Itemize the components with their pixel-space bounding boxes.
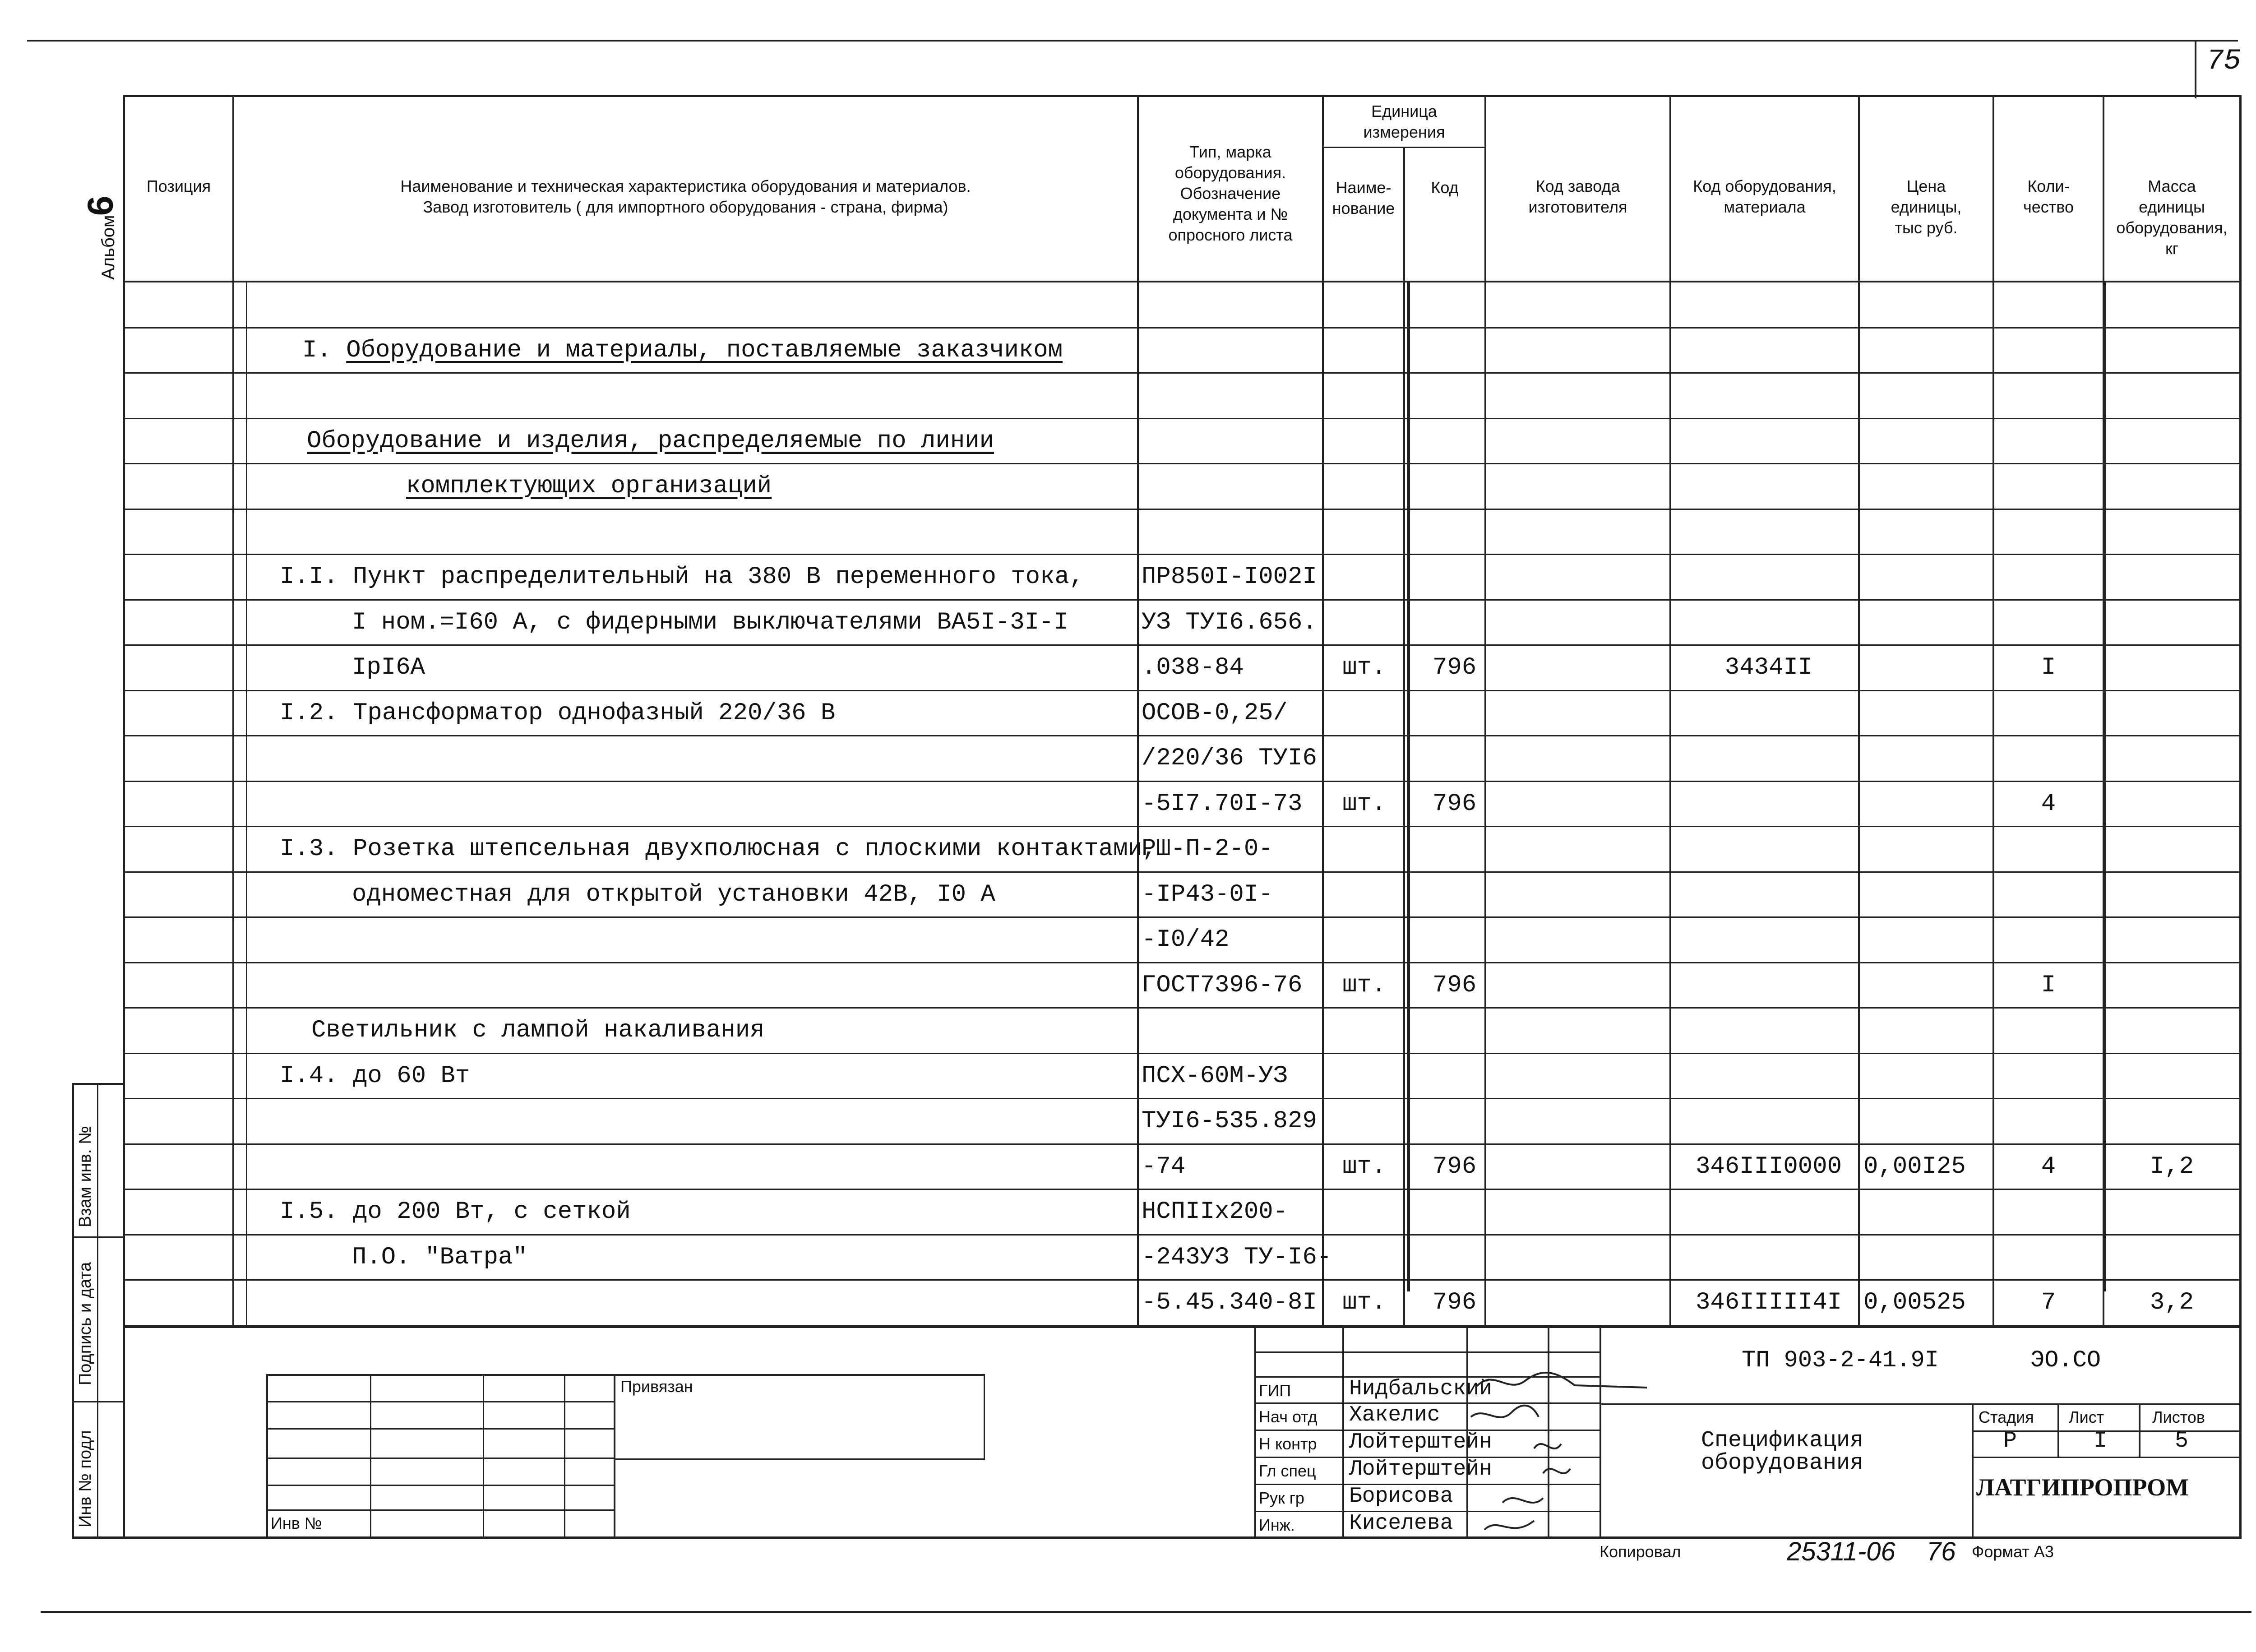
stage-label: Стадия <box>1979 1408 2034 1426</box>
stamp-name: Борисова <box>1349 1484 1453 1509</box>
row-name: I.3. Розетка штепсельная двухполюсная с плоскими контактами, <box>280 835 1157 863</box>
stamp-role: Гл спец <box>1259 1462 1316 1480</box>
stamp-name: Хакелис <box>1349 1403 1440 1427</box>
stamp-role: Нач отд <box>1259 1407 1318 1426</box>
row-mass: I,2 <box>2150 1152 2194 1180</box>
row-quantity: 4 <box>2041 1152 2056 1180</box>
copied-label: Копировал <box>1600 1542 1681 1561</box>
row-type: -74 <box>1142 1152 1186 1180</box>
stamp-role: ГИП <box>1259 1381 1291 1400</box>
header-price: Цена единицы, тыс руб. <box>1891 177 1962 237</box>
org-name: ЛАТГИПРОПРОМ <box>1976 1474 2189 1501</box>
stage-value: Р <box>2003 1428 2017 1454</box>
row-name: IpI6A <box>352 654 425 681</box>
row-unit: шт. <box>1342 654 1387 681</box>
row-price: 0,00I25 <box>1863 1152 1966 1180</box>
header-name: Наименование и техническая характеристика оборудования и материалов. Завод изготовитель ( для импортного оборудования - страна, фирма) <box>400 177 971 216</box>
header-position: Позиция <box>146 177 211 195</box>
row-equipment-code: 346IIIII4I <box>1695 1289 1842 1316</box>
header-unit-name: Наиме- нование <box>1332 178 1395 217</box>
stamp-name: Нидбальский <box>1349 1377 1492 1401</box>
signatures-graphic <box>1466 1363 1656 1539</box>
side-label-signature: Подпись и дата <box>76 1262 95 1385</box>
side-label-replace: Взам инв. № <box>76 1126 95 1227</box>
row-type: .038-84 <box>1142 654 1244 681</box>
row-quantity: 7 <box>2041 1289 2056 1316</box>
row-price: 0,00525 <box>1863 1289 1966 1316</box>
row-type: ТУI6-535.829 <box>1142 1107 1317 1135</box>
sheet-value: I <box>2094 1428 2108 1454</box>
row-type: -5I7.70I-73 <box>1142 790 1303 818</box>
sheets-label: Листов <box>2152 1408 2205 1426</box>
row-type: -IP43-0I- <box>1142 880 1273 908</box>
row-quantity: 4 <box>2041 790 2056 818</box>
header-plant-code: Код завода изготовителя <box>1528 177 1627 216</box>
doc-title: Спецификация оборудования <box>1701 1428 1864 1476</box>
row-name: I.2. Трансформатор однофазный 220/36 В <box>280 699 836 727</box>
row-unit-code: 796 <box>1433 654 1477 681</box>
stamp-name: Лойтерштейн <box>1349 1457 1492 1481</box>
album-label: Альбом <box>98 215 118 280</box>
row-quantity: I <box>2041 971 2056 999</box>
row-type: ПР850I-I002I <box>1142 563 1317 591</box>
row-type: НСПIIх200- <box>1142 1198 1288 1226</box>
row-name <box>302 328 1063 373</box>
sheet-label: Лист <box>2069 1408 2104 1426</box>
stamp-name: Киселева <box>1349 1511 1453 1536</box>
header-equipment-code: Код оборудования, материала <box>1693 177 1836 216</box>
sheet-number: 75 <box>2206 45 2241 78</box>
header-unit: Единица измерения <box>1363 102 1445 141</box>
row-name: Светильник с лампой накаливания <box>311 1017 765 1044</box>
row-unit-code: 796 <box>1433 971 1477 999</box>
row-name: I ном.=I60 А, с фидерными выключателями ВА5I-3I-I <box>352 608 1068 636</box>
side-label-inv: Инв № подл <box>76 1430 95 1527</box>
row-type: -I0/42 <box>1142 926 1230 953</box>
row-quantity: I <box>2041 654 2056 681</box>
header-unit-code: Код <box>1431 178 1459 197</box>
archive-number: 25311-06 <box>1787 1537 1895 1566</box>
row-type: -243УЗ ТУ-I6- <box>1142 1243 1332 1271</box>
row-equipment-code: 346III0000 <box>1695 1152 1842 1180</box>
row-type: ГОСТ7396-76 <box>1142 971 1303 999</box>
row-unit-code: 796 <box>1433 1152 1477 1180</box>
row-unit: шт. <box>1342 790 1387 818</box>
row-unit: шт. <box>1342 1152 1387 1180</box>
row-type: -5.45.340-8I <box>1142 1289 1317 1316</box>
row-type: РШ-П-2-0- <box>1142 835 1273 863</box>
doc-code: ТП 903-2-41.9I <box>1742 1347 1939 1374</box>
row-unit: шт. <box>1342 971 1387 999</box>
header-mass: Масса единицы оборудования, кг <box>2116 177 2228 258</box>
row-name: П.О. "Ватра" <box>352 1243 527 1271</box>
album-number: 6 <box>80 195 120 216</box>
doc-suffix: ЭО.СО <box>2030 1347 2101 1374</box>
section-title: Оборудование и материалы, поставляемые заказчиком <box>346 336 1063 364</box>
row-name: I.5. до 200 Вт, с сеткой <box>280 1198 631 1226</box>
row-mass: 3,2 <box>2150 1289 2194 1316</box>
row-type: /220/36 ТУI6 <box>1142 745 1317 772</box>
row-name: I.4. до 60 Вт <box>280 1062 470 1090</box>
row-unit: шт. <box>1342 1289 1387 1316</box>
stamp-name: Лойтерштейн <box>1349 1430 1492 1454</box>
row-type: УЗ ТУI6.656. <box>1142 608 1317 636</box>
row-type: ОСОВ-0,25/ <box>1142 699 1288 727</box>
format-label: Формат А3 <box>1972 1542 2054 1561</box>
header-quantity: Коли- чество <box>2023 177 2074 216</box>
stamp-role: Н контр <box>1259 1435 1317 1453</box>
stamp-role: Рук гр <box>1259 1489 1304 1507</box>
row-unit-code: 796 <box>1433 1289 1477 1316</box>
row-equipment-code: 3434II <box>1724 654 1813 681</box>
attached-label: Привязан <box>620 1377 693 1396</box>
row-type: ПСХ-60М-УЗ <box>1142 1062 1288 1090</box>
stamp-role: Инж. <box>1259 1516 1295 1534</box>
section-number: I. <box>302 336 347 364</box>
sheets-value: 5 <box>2175 1428 2189 1454</box>
archive-page: 76 <box>1927 1537 1956 1566</box>
inv-label: Инв № <box>271 1514 322 1532</box>
row-name: Оборудование и изделия, распределяемые по линии <box>307 427 994 455</box>
row-name: одноместная для открытой установки 42В, I0 А <box>352 880 995 908</box>
row-unit-code: 796 <box>1433 790 1477 818</box>
row-name: I.I. Пункт распределительный на 380 В переменного тока, <box>280 563 1084 591</box>
row-name: комплектующих организаций <box>406 472 772 500</box>
header-type: Тип, марка оборудования. Обозначение документа и № опросного листа <box>1168 142 1293 244</box>
